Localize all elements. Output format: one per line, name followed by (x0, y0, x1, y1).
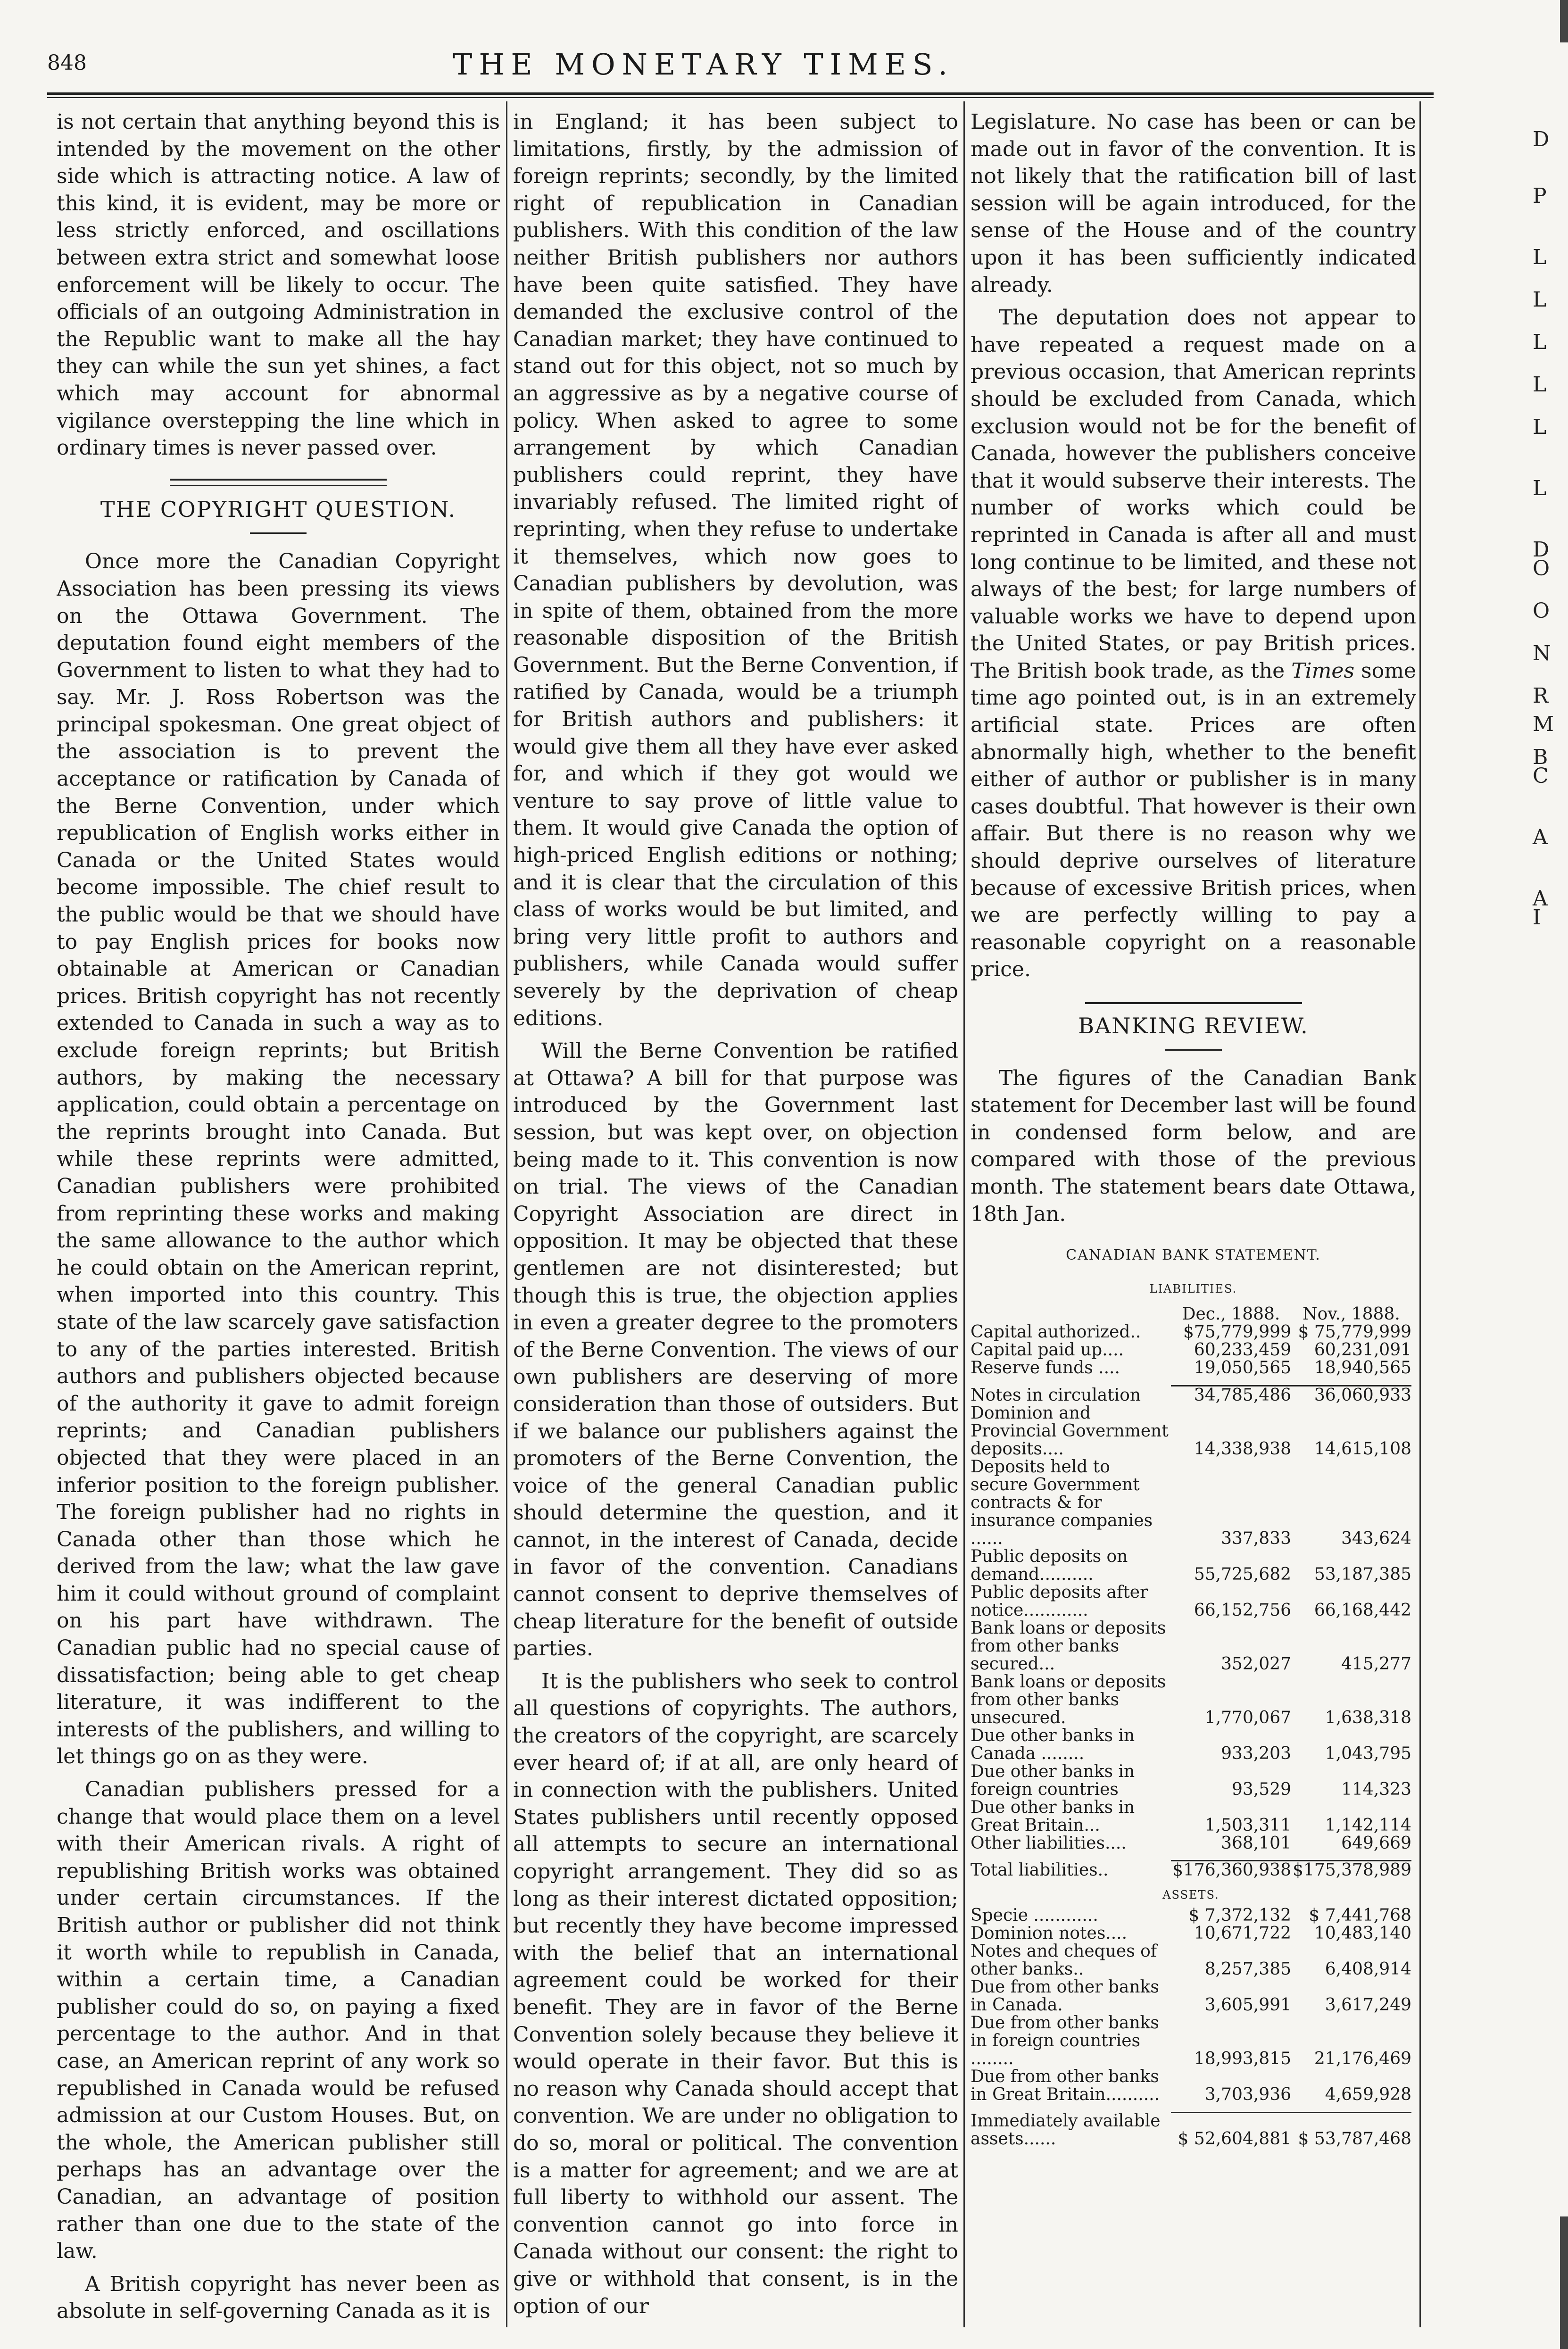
table-row (971, 1834, 1411, 1852)
table-row (971, 2014, 1411, 2068)
row-label: Due other banks in Canada ........ (971, 1726, 1135, 1763)
column-divider (506, 101, 507, 2327)
table-row (971, 1799, 1411, 1834)
value-nov: 6,408,914 (1325, 1959, 1411, 1979)
value-dec: 1,770,067 (1204, 1708, 1291, 1727)
table-row (971, 1763, 1411, 1799)
value-nov: 415,277 (1341, 1654, 1411, 1674)
row-label: Total liabilities.. (971, 1860, 1109, 1880)
value-dec: 368,101 (1221, 1833, 1291, 1853)
row-label: Due from other banks in foreign countries ........ (971, 2013, 1159, 2069)
column-divider (963, 101, 965, 2327)
value-nov: 10,483,140 (1314, 1924, 1411, 1943)
edge-letter: P (1533, 184, 1547, 208)
table-row (971, 1619, 1411, 1673)
row-label: Bank loans or deposits from other banks secured... (971, 1618, 1166, 1674)
value-dec: 19,050,565 (1194, 1358, 1291, 1378)
value-dec: 66,152,756 (1194, 1600, 1291, 1620)
value-dec: 55,725,682 (1194, 1564, 1291, 1584)
paragraph: Canadian publishers pressed for a change that would place them on a level with their American rivals. A right of republishing British works was obtained under certain circumstances. If the British author or publisher did not think it worth while to republish in Canada, within a certain time, a Canadian publisher could do so, on paying a fixed percentage to the author. And in that case, an American reprint of any work so republished in Canada would be refused admission at our Custom Houses. But, on the whole, the American publisher still perhaps has an advantage over the Canadian, an advantage of position rather than one due to the state of the law. (57, 1777, 500, 2264)
paragraph (971, 304, 1416, 983)
row-label: Public deposits on demand.......... (971, 1546, 1128, 1584)
edge-letter: L (1533, 373, 1547, 397)
table-row (971, 1673, 1411, 1727)
bank-statement-table (971, 1305, 1411, 2148)
edge-letter: B (1533, 745, 1548, 769)
paragraph: The figures of the Canadian Bank statement for December last will be found in condensed form below, and are compared with those of the previous month. The statement bears date Ottawa, 18th Jan. (971, 1066, 1416, 1226)
column-2 (513, 108, 958, 2325)
table-row (971, 2068, 1411, 2104)
row-label: Dominion and Provincial Government deposits.... (971, 1403, 1169, 1459)
table-gap (971, 1377, 1411, 1386)
edge-letter: O (1533, 599, 1550, 623)
edge-letter: L (1533, 415, 1547, 439)
paragraph: A British copyright has never been as absolute in self-governing Canada as it is (57, 2272, 500, 2324)
value-dec: 1,503,311 (1204, 1815, 1291, 1835)
paragraph: Will the Berne Convention be ratified at Ottawa? A bill for that purpose was introduced by the Government last session, but was kept over, on objection being made to it. This convention is now on trial. The views of the Canadian Copyright Association are direct in opposition. It may be objected that these gentlemen are not disinterested; but though this is true, the objection applies in even a greater degree to the promoters of the Berne Convention. The views of our own publishers are deserving of more consideration than those of outsiders. But if we balance our publishers against the promoters of the Berne Convention, the voice of the general Canadian public should determine the question, and it cannot, in the interest of Canada, decide in favor of the convention. Canadians cannot consent to deprive themselves of cheap literature for the benefit of outside parties. (513, 1039, 958, 1661)
value-nov: 36,060,933 (1291, 1386, 1411, 1404)
value-dec: $ 7,372,132 (1188, 1906, 1291, 1926)
table-row (971, 1861, 1411, 1880)
table-row (971, 1548, 1411, 1584)
row-label: Dominion notes.... (971, 1924, 1128, 1943)
table-title: CANADIAN BANK STATEMENT. (1066, 1247, 1321, 1264)
column-header-dec: Dec., 1888. (1182, 1304, 1280, 1324)
value-nov: 21,176,469 (1314, 2049, 1411, 2069)
edge-letter: I (1533, 905, 1541, 930)
value-dec: 93,529 (1232, 1779, 1291, 1799)
edge-letter: D (1533, 127, 1550, 151)
text-run: some time ago pointed out, is in an extremely artificial state. Prices are often abnormally high, whether to the benefit either of author or publisher is in many cases doubtful. That however is their own affair. But there is no reason why we should deprive ourselves of literature because of excessive British prices, when we are perfectly willing to pay a reasonable copyright on a reasonable price. (971, 658, 1416, 982)
table-row (971, 1359, 1411, 1377)
table-row (971, 1942, 1411, 1978)
table-row (971, 1727, 1411, 1763)
row-label: Immediately available assets...... (971, 2111, 1161, 2149)
article-heading: THE COPYRIGHT QUESTION. (100, 496, 456, 522)
column-header-nov: Nov., 1888. (1303, 1304, 1400, 1324)
value-nov: 343,624 (1341, 1528, 1411, 1548)
value-nov: 60,231,091 (1314, 1340, 1411, 1360)
table-section-label: ASSETS. (1162, 1888, 1220, 1902)
row-label: Due from other banks in Great Britain.......... (971, 2067, 1160, 2105)
table-row (971, 1404, 1411, 1458)
masthead-rule (47, 92, 1434, 95)
paragraph: Once more the Canadian Copyright Association has been pressing its views on the Ottawa Government. The deputation found eight members of the Government to listen to what they had to say. Mr. J. Ross Robertson was the principal spokesman. One great object of the association is to prevent the acceptance or ratification by Canada of the Berne Convention, under which republication of English works either in Canada or the United States would become impossible. The chief result to the public would be that we should have to pay English prices for books now obtainable at American or Canadian prices. British copyright has not recently extended to Canada in such a way as to exclude foreign reprints; but British authors, by making the necessary application, could obtain a percentage on the reprints brought into Canada. But while these reprints were admitted, Canadian publishers were prohibited from reprinting these works and making the same allowance to the author which he could obtain on the American reprint, when imported into this country. This state of the law scarcely gave satisfaction to any of the parties interested. British authors and publishers objected because of the authority it gave to admit foreign reprints; and Canadian publishers objected that they were placed in an inferior position to the foreign publisher. The foreign publisher had no rights in Canada other than those which he derived from the law; what the law gave him it could without ground of complaint on his part have withdrawn. The Canadian public had no special cause of dissatisfaction; being able to get cheap literature, it was indifferent to the interests of the publishers, and willing to let things go on as they were. (57, 549, 500, 1769)
page-number: 848 (47, 51, 87, 75)
value-dec: 14,338,938 (1194, 1439, 1291, 1459)
value-nov: 3,617,249 (1325, 1995, 1411, 2015)
value-dec: 933,203 (1221, 1743, 1291, 1763)
value-nov: 53,187,385 (1314, 1564, 1411, 1584)
column-divider (1419, 101, 1421, 2327)
edge-letter: L (1533, 245, 1547, 269)
table-row (971, 1458, 1411, 1548)
edge-letter: R (1533, 684, 1549, 708)
value-nov: 649,669 (1341, 1833, 1411, 1853)
table-row (971, 1323, 1411, 1341)
edge-letter: A (1533, 887, 1548, 911)
row-label: Due other banks in foreign countries (971, 1761, 1135, 1799)
edge-letter: A (1533, 825, 1548, 849)
row-label: Reserve funds .... (971, 1358, 1120, 1378)
column-3 (971, 108, 1416, 2325)
value-dec: $75,779,999 (1183, 1322, 1291, 1342)
edge-letter: M (1533, 712, 1554, 736)
value-dec: 8,257,385 (1204, 1959, 1291, 1979)
value-dec: 34,785,486 (1171, 1386, 1291, 1404)
value-nov: 1,638,318 (1325, 1708, 1411, 1727)
table-row (971, 1925, 1411, 1942)
paragraph: in England; it has been subject to limitations, firstly, by the admission of foreign reprints; secondly, by the limited right of republication in Canadian publishers. With this condition of the law neither British publishers nor authors have been quite satisfied. They have demanded the exclusive control of the Canadian market; they have continued to stand out for this object, not so much by an aggressive as by a negative course of policy. When asked to agree to some arrangement by which Canadian publishers could reprint, they have invariably refused. The limited right of reprinting, when they refuse to undertake it themselves, which now goes to Canadian publishers by devolution, was in spite of them, obtained from the more reasonable disposition of the British Government. But the Berne Convention, if ratified by Canada, would be a triumph for British authors and publishers: it would give them all they have ever asked for, and which if they got would we venture to say prove of little value to them. It would give Canada the option of high-priced English editions or nothing; and it is clear that the circulation of this class of works would be but limited, and bring very little profit to authors and publishers, while Canada would suffer severely by the deprivation of cheap editions. (513, 110, 958, 1030)
value-dec: 352,027 (1221, 1654, 1291, 1674)
paragraph: It is the publishers who seek to control all questions of copyrights. The authors, the creators of the copyright, are scarcely ever heard of; if at all, are only heard of in connection with the publishers. United States publishers until recently opposed all attempts to secure an international copyright arrangement. They did so as long as their interest dictated opposition; but recently they have become impressed with the belief that an international agreement could be worked for their benefit. They are in favor of the Berne Convention solely because they believe it would operate in their favor. But this is no reason why Canada should accept that convention. We are under no obligation to do so, moral or political. The convention is a matter for agreement; and we are at full liberty to withhold our assent. The convention cannot go into force in Canada without our consent: the right to give or withhold that consent, is in the option of our (513, 1669, 958, 2318)
heading-dash (250, 532, 307, 534)
heading-dash (1165, 1049, 1222, 1051)
row-label: Other liabilities.... (971, 1833, 1127, 1853)
separator-rule (170, 479, 387, 481)
binding-shadow (1560, 2216, 1568, 2349)
masthead-rule-thin (47, 97, 1434, 98)
value-nov: $ 7,441,768 (1309, 1906, 1411, 1926)
row-label: Bank loans or deposits from other banks unsecured. (971, 1672, 1166, 1727)
row-label: Due from other banks in Canada. (971, 1977, 1159, 2015)
value-nov: 4,659,928 (1325, 2085, 1411, 2105)
value-nov: 14,615,108 (1314, 1439, 1411, 1459)
value-nov: 66,168,442 (1314, 1600, 1411, 1620)
value-dec: $176,360,938 (1171, 1861, 1291, 1880)
text-run: The deputation does not appear to have repeated a request made on a previous occasion, that American reprints should be excluded from Canada, which exclusion would not be for the benefit of Canada, however the publishers conceive that it would subserve their interests. The number of works which could be reprinted in Canada is after all and must long continue to be limited, and these not always of the best; for large numbers of valuable works we have to depend upon the United States, or pay British prices. The British book trade, as the (971, 306, 1416, 683)
value-nov: $ 75,779,999 (1298, 1322, 1411, 1342)
value-nov: 18,940,565 (1314, 1358, 1411, 1378)
value-dec: 10,671,722 (1194, 1924, 1291, 1943)
edge-letter: O (1533, 556, 1550, 581)
value-dec: $ 52,604,881 (1171, 2112, 1291, 2148)
value-dec: 337,833 (1221, 1528, 1291, 1548)
column-1 (57, 108, 500, 2325)
edge-letter: D (1533, 538, 1550, 562)
value-nov: $175,378,989 (1291, 1861, 1411, 1880)
edge-letter: L (1533, 288, 1547, 312)
table-row (971, 2112, 1411, 2148)
row-label: Notes and cheques of other banks.. (971, 1942, 1157, 1979)
separator-rule-thin (170, 485, 387, 486)
edge-letter: C (1533, 764, 1549, 788)
edge-letter: L (1533, 476, 1547, 500)
row-label: Public deposits after notice............ (971, 1582, 1148, 1620)
table-row (971, 1907, 1411, 1925)
table-row (971, 1584, 1411, 1619)
edge-letter: N (1533, 641, 1551, 665)
value-dec: 3,703,936 (1204, 2085, 1291, 2105)
row-label: Notes in circulation (971, 1385, 1141, 1405)
italic-title: Times (1291, 658, 1355, 683)
table-row (971, 1341, 1411, 1359)
value-nov: $ 53,787,468 (1291, 2112, 1411, 2148)
value-dec: 18,993,815 (1194, 2049, 1291, 2069)
row-label: Due other banks in Great Britain... (971, 1797, 1135, 1835)
paragraph: Legislature. No case has been or can be made out in favor of the convention. It is not likely that the ratification bill of last session will be again introduced, for the sense of the House and of the country upon it has been sufficiently indicated already. (971, 110, 1416, 297)
row-label: Capital authorized.. (971, 1322, 1141, 1342)
row-label: Specie ............ (971, 1906, 1098, 1926)
separator-rule (1085, 1002, 1302, 1004)
table-row (971, 1978, 1411, 2014)
value-nov: 1,142,114 (1325, 1815, 1411, 1835)
edge-letter: L (1533, 330, 1547, 354)
liabilities-label: LIABILITIES. (1149, 1282, 1237, 1295)
masthead-title: THE MONETARY TIMES. (453, 47, 954, 82)
article-heading: BANKING REVIEW. (1078, 1013, 1309, 1038)
value-nov: 1,043,795 (1325, 1743, 1411, 1763)
row-label: Capital paid up.... (971, 1340, 1124, 1360)
paragraph: is not certain that anything beyond this is intended by the movement on the other side which is attracting notice. A law of this kind, it is evident, may be more or less strictly enforced, and oscillations between extra strict and somewhat loose enforcement will be likely to occur. The officials of an outgoing Administration in the Republic want to make all the hay they can while the sun yet shines, a fact which may account for abnormal vigilance overstepping the line which in ordinary times is never passed over. (57, 110, 500, 460)
table-row (971, 1386, 1411, 1404)
value-nov: 114,323 (1341, 1779, 1411, 1799)
value-dec: 60,233,459 (1194, 1340, 1291, 1360)
table-gap (971, 1852, 1411, 1861)
row-label: Deposits held to secure Government contracts & for insurance companies ...... (971, 1457, 1153, 1548)
value-dec: 3,605,991 (1204, 1995, 1291, 2015)
binding-shadow (1560, 0, 1568, 42)
